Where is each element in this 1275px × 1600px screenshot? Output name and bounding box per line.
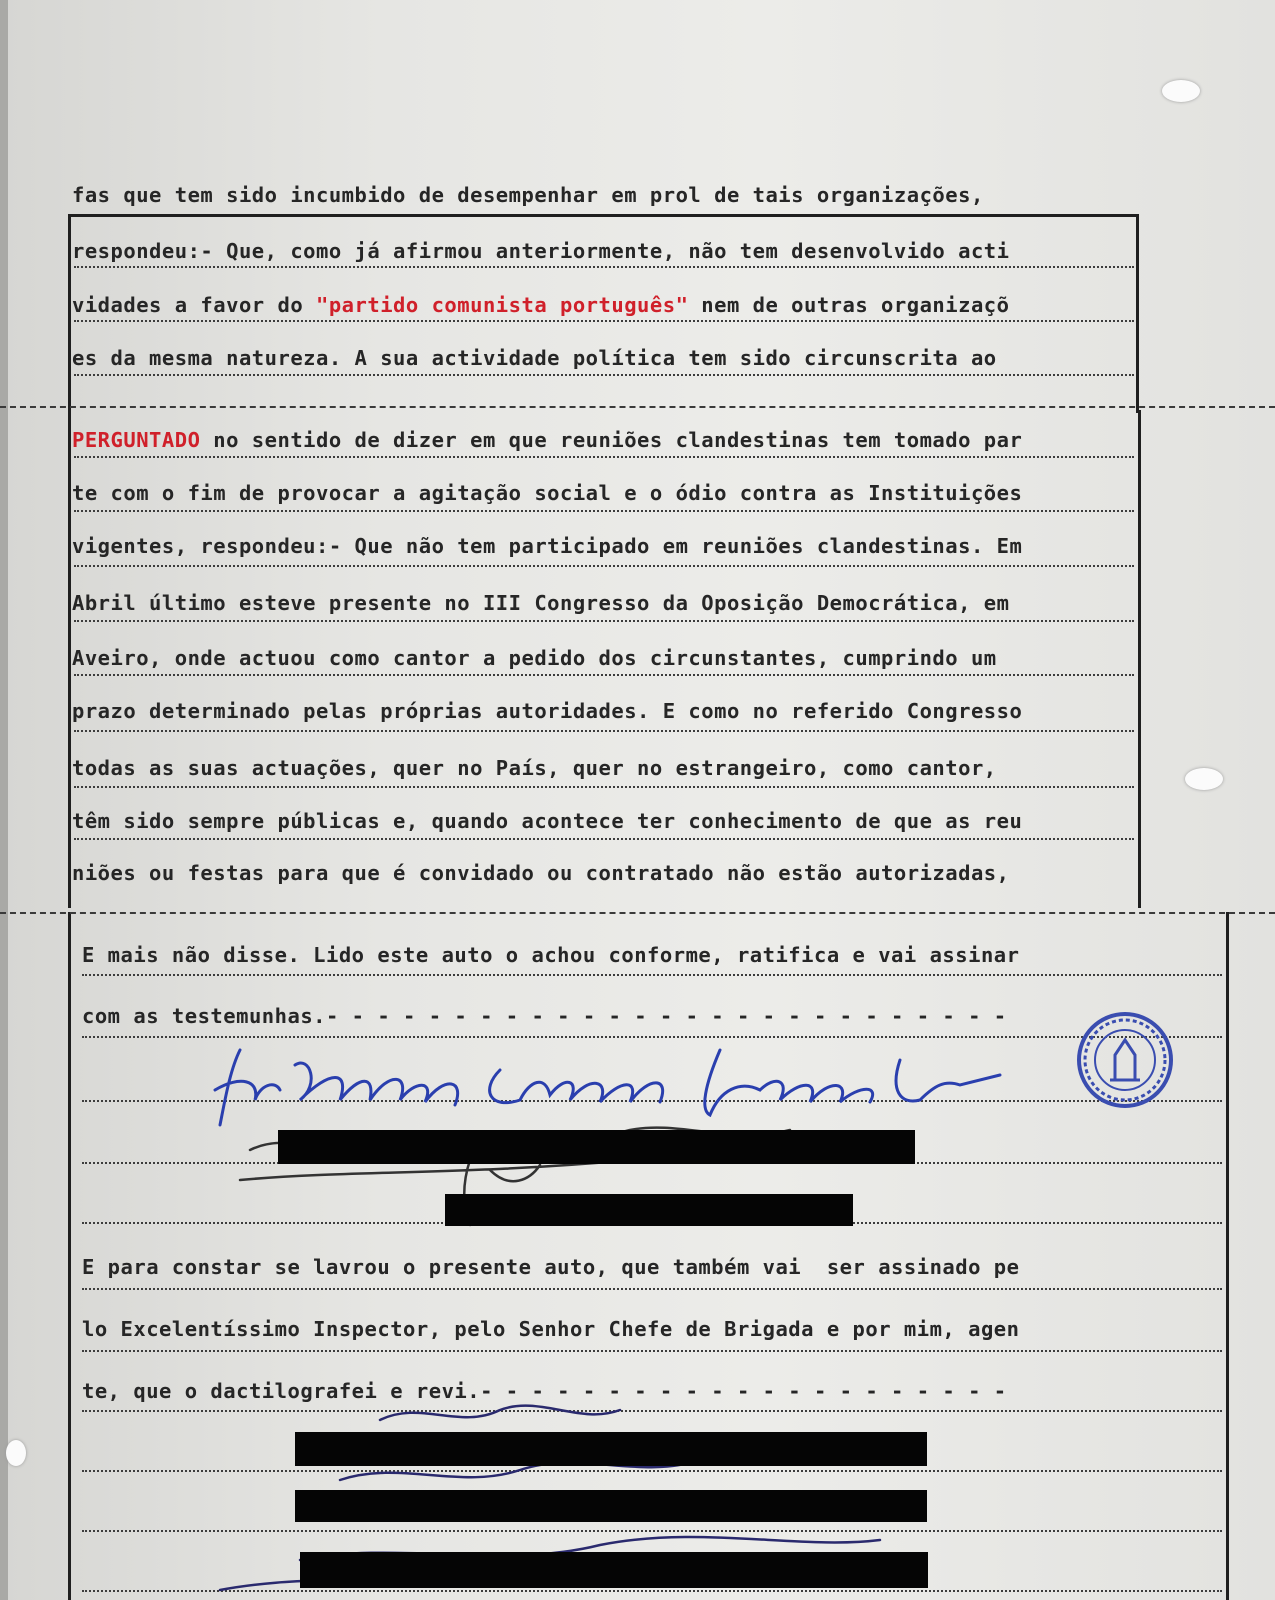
ruled-line [74, 456, 1134, 458]
ruled-line [74, 730, 1134, 732]
archive-stamp [1075, 1010, 1175, 1110]
redaction-bar [278, 1130, 915, 1164]
punch-hole [1162, 80, 1200, 102]
text-line: te com o fim de provocar a agitação social e o ódio contra as Instituições [72, 481, 1023, 505]
redaction-bar [295, 1490, 927, 1522]
text-line: Abril último esteve presente no III Congresso da Oposição Democrática, em [72, 591, 1010, 615]
text-line: E para constar se lavrou o presente auto, que também vai ser assinado pe [82, 1255, 1020, 1279]
text-line: têm sido sempre públicas e, quando acontece ter conhecimento de que as reu [72, 809, 1023, 833]
redaction-bar [295, 1432, 927, 1466]
paper-edge [0, 0, 8, 1600]
text-line: fas que tem sido incumbido de desempenhar em prol de tais organizações, [72, 183, 984, 207]
highlighted-party-name: "partido comunista português" [316, 293, 689, 317]
redaction-bar [445, 1194, 853, 1226]
text-segment: nem de outras organizaçõ [688, 293, 1010, 317]
text-line: todas as suas actuações, quer no País, quer no estrangeiro, como cantor, [72, 756, 997, 780]
text-segment: vidades a favor do [72, 293, 316, 317]
ruled-line [74, 374, 1134, 376]
ruled-line [74, 565, 1134, 567]
cut-line [0, 912, 1275, 914]
ruled-line [74, 838, 1134, 840]
punch-hole [1185, 768, 1223, 790]
ruled-line [82, 1288, 1222, 1290]
text-line: es da mesma natureza. A sua actividade política tem sido circunscrita ao [72, 346, 997, 370]
text-line: com as testemunhas.- - - - - - - - - - - - - - - - - - - - - - - - - - - [82, 1004, 1007, 1028]
ruled-line [74, 674, 1134, 676]
ruled-line [82, 1350, 1222, 1352]
text-line: niões ou festas para que é convidado ou contratado não estão autorizadas, [72, 861, 1010, 885]
cut-line [0, 406, 1275, 408]
text-segment: no sentido de dizer em que reuniões clandestinas tem tomado par [200, 428, 1023, 452]
text-line [72, 427, 1022, 453]
ruled-line [74, 786, 1134, 788]
ruled-line [74, 320, 1134, 322]
text-line: Aveiro, onde actuou como cantor a pedido dos circunstantes, cumprindo um [72, 646, 997, 670]
ruled-line [74, 266, 1134, 268]
perguntado-label: PERGUNTADO [72, 428, 201, 452]
redaction-bar [300, 1552, 928, 1588]
text-line: respondeu:- Que, como já afirmou anteriormente, não tem desenvolvido acti [72, 239, 1010, 263]
text-line: prazo determinado pelas próprias autoridades. E como no referido Congresso [72, 699, 1023, 723]
text-line [72, 292, 1009, 318]
punch-hole [6, 1440, 26, 1466]
text-line: lo Excelentíssimo Inspector, pelo Senhor Chefe de Brigada e por mim, agen [82, 1317, 1020, 1341]
text-line: te, que o dactilografei e revi.- - - - - - - - - - - - - - - - - - - - - [82, 1379, 1007, 1403]
ruled-line [74, 620, 1134, 622]
text-line: E mais não disse. Lido este auto o achou conforme, ratifica e vai assinar [82, 943, 1020, 967]
text-line: vigentes, respondeu:- Que não tem participado em reuniões clandestinas. Em [72, 534, 1023, 558]
ruled-line [82, 974, 1222, 976]
ruled-line [74, 510, 1134, 512]
